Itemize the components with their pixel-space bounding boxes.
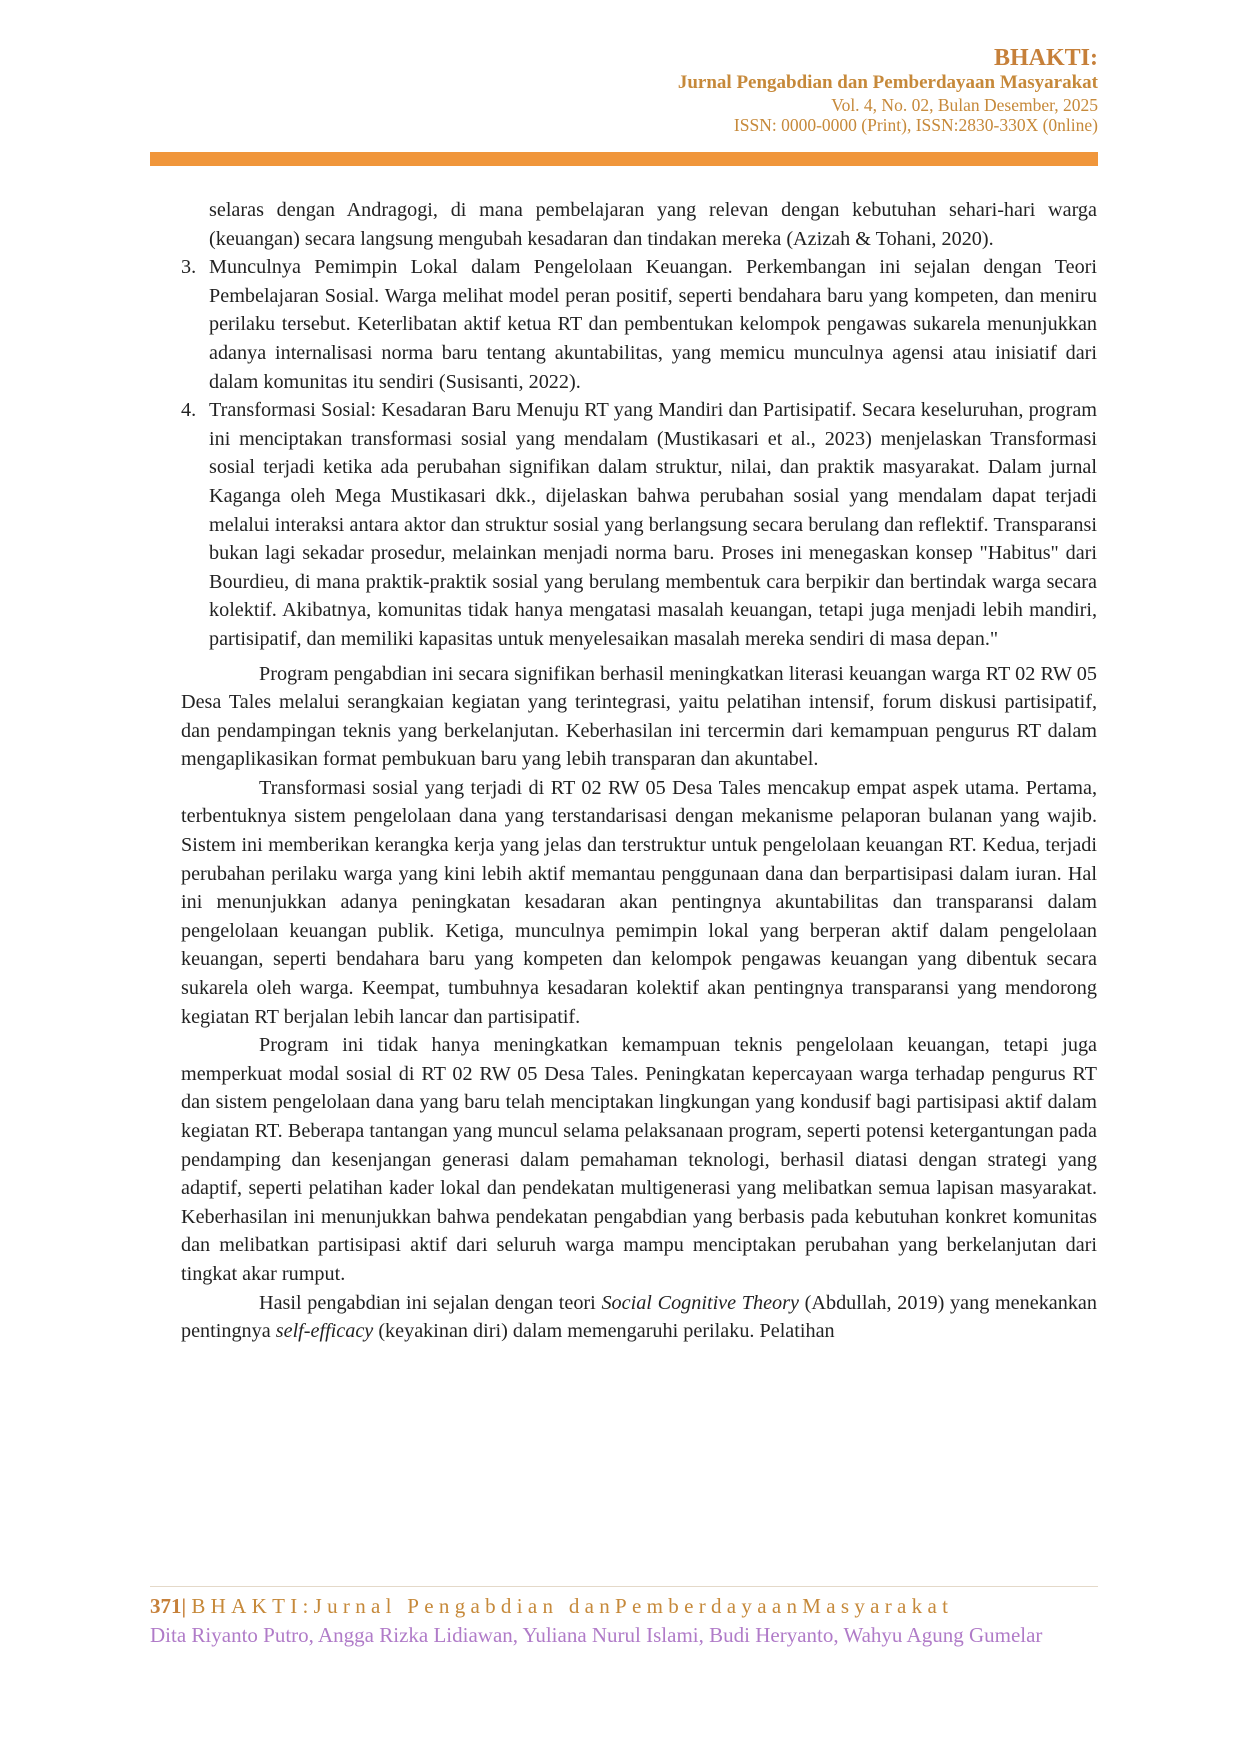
list-item — [181, 396, 1097, 653]
list-item — [181, 253, 1097, 396]
body-paragraph: Program ini tidak hanya meningkatkan kemampuan teknis pengelolaan keuangan, tetapi juga memperkuat modal sosial di RT 02 RW 05 Desa Tales. Peningkatan kepercayaan warga terhadap pengurus RT dan sistem pengelolaan dana yang baru telah menciptakan lingkungan yang kondusif bagi partisipasi aktif dalam kegiatan RT. Beberapa tantangan yang muncul selama pelaksanaan program, seperti potensi ketergantungan pada pendamping dan kesenjangan generasi dalam pemahaman teknologi, berhasil diatasi dengan strategi yang adaptif, seperti pelatihan kader lokal dan pendekatan multigenerasi yang melibatkan semua lapisan masyarakat. Keberhasilan ini menunjukkan bahwa pendekatan pengabdian yang berbasis pada kebutuhan konkret komunitas dan melibatkan partisipasi aktif dari seluruh warga mampu menciptakan perubahan yang berkelanjutan dari tingkat akar rumput. — [181, 1034, 1097, 1285]
numbered-list — [181, 253, 1097, 653]
footer-divider — [150, 1586, 1098, 1587]
body-paragraph-last — [181, 1289, 1097, 1346]
journal-issn: ISSN: 0000-0000 (Print), ISSN:2830-330X (0nline) — [733, 115, 1098, 136]
journal-volume: Vol. 4, No. 02, Bulan Desember, 2025 — [831, 94, 1098, 115]
list-item-number: 3. — [181, 256, 197, 279]
journal-header — [150, 44, 1098, 136]
list-item-text: Munculnya Pemimpin Lokal dalam Pengelolaan Keuangan. Perkembangan ini sejalan dengan Teori Pembelajaran Sosial. Warga melihat model peran positif, seperti bendahara baru yang kompeten, dan meniru perilaku tersebut. Keterlibatan aktif ketua RT dan pembentukan kelompok pengawas sukarela menunjukkan adanya internalisasi norma baru tentang akuntabilitas, yang memicu munculnya agensi atau inisiatif dari dalam komunitas itu sendiri (Susisanti, 2022). — [209, 256, 1097, 393]
list-item-number: 4. — [181, 399, 197, 422]
footer-authors: Dita Riyanto Putro, Angga Rizka Lidiawan, Yuliana Nurul Islami, Budi Heryanto, Wahyu Agung Gumelar — [150, 1623, 1043, 1647]
text-run: Hasil pengabdian ini sejalan dengan teori — [259, 1291, 602, 1314]
footer-journal-line — [150, 1592, 1098, 1621]
continuation-paragraph: selaras dengan Andragogi, di mana pembelajaran yang relevan dengan kebutuhan sehari-hari warga (keuangan) secara langsung mengubah kesadaran dan tindakan mereka (Azizah & Tohani, 2020). — [209, 199, 1097, 250]
page-footer — [150, 1592, 1098, 1650]
text-run: (keyakinan diri) dalam memengaruhi perilaku. Pelatihan — [373, 1320, 835, 1343]
body-paragraph: Program pengabdian ini secara signifikan berhasil meningkatkan literasi keuangan warga RT 02 RW 05 Desa Tales melalui serangkaian kegiatan yang terintegrasi, yaitu pelatihan intensif, forum diskusi partisipatif, dan pendampingan teknis yang berkelanjutan. Keberhasilan ini tercermin dari kemampuan pengurus RT dalam mengaplikasikan format pembukuan baru yang lebih transparan dan akuntabel. — [181, 662, 1097, 771]
page-number: 371| — [150, 1594, 187, 1618]
journal-subtitle: Jurnal Pengabdian dan Pemberdayaan Masyarakat — [677, 72, 1098, 94]
body-paragraph: Transformasi sosial yang terjadi di RT 02 RW 05 Desa Tales mencakup empat aspek utama. Pertama, terbentuknya sistem pengelolaan dana yang terstandarisasi dengan mekanisme pelaporan bulanan yang wajib. Sistem ini memberikan kerangka kerja yang jelas dan terstruktur untuk pengelolaan keuangan RT. Kedua, terjadi perubahan perilaku warga yang kini lebih aktif memantau penggunaan dana dan berpartisipasi dalam iuran. Hal ini menunjukkan adanya peningkatan kesadaran akan pentingnya akuntabilitas dan transparansi dalam pengelolaan keuangan publik. Ketiga, munculnya pemimpin lokal yang berperan aktif dalam pengelolaan keuangan, seperti bendahara baru yang kompeten dan kelompok pengawas keuangan yang dibentuk secara sukarela oleh warga. Keempat, tumbuhnya kesadaran kolektif akan pentingnya transparansi yang mendorong kegiatan RT berjalan lebih lancar dan partisipatif. — [181, 776, 1097, 1028]
italic-term: self-efficacy — [275, 1320, 374, 1343]
header-accent-bar — [150, 152, 1098, 166]
journal-name: BHAKTI: — [993, 45, 1098, 71]
list-item-text: Transformasi Sosial: Kesadaran Baru Menuju RT yang Mandiri dan Partisipatif. Secara keseluruhan, program ini menciptakan transformasi sosial yang mendalam (Mustikasari et al., 2023) menjelaskan Transformasi sosial terjadi ketika ada perubahan signifikan dalam struktur, nilai, dan praktik masyarakat. Dalam jurnal Kaganga oleh Mega Mustikasari dkk., dijelaskan bahwa perubahan sosial yang mendalam dapat terjadi melalui interaksi antara aktor dan struktur sosial yang berlangsung secara berulang dan reflektif. Transparansi bukan lagi sekadar prosedur, melainkan menjadi norma baru. Proses ini menegaskan konsep "Habitus" dari Bourdieu, di mana praktik-praktik sosial yang berulang membentuk cara berpikir dan bertindak warga secara kolektif. Akibatnya, komunitas tidak hanya mengatasi masalah keuangan, tetapi juga menjadi lebih mandiri, partisipatif, dan memiliki kapasitas untuk menyelesaikan masalah mereka sendiri di masa depan." — [209, 399, 1097, 650]
text-run: (Abdullah, 2019) yang menekankan pentingnya — [181, 1291, 1097, 1343]
footer-journal-name: BHAKTI:Jurnal Pengabdian danPemberdayaanMasyarakat — [191, 1594, 954, 1618]
article-body — [181, 196, 1097, 1346]
italic-term: Social Cognitive Theory — [601, 1291, 799, 1314]
